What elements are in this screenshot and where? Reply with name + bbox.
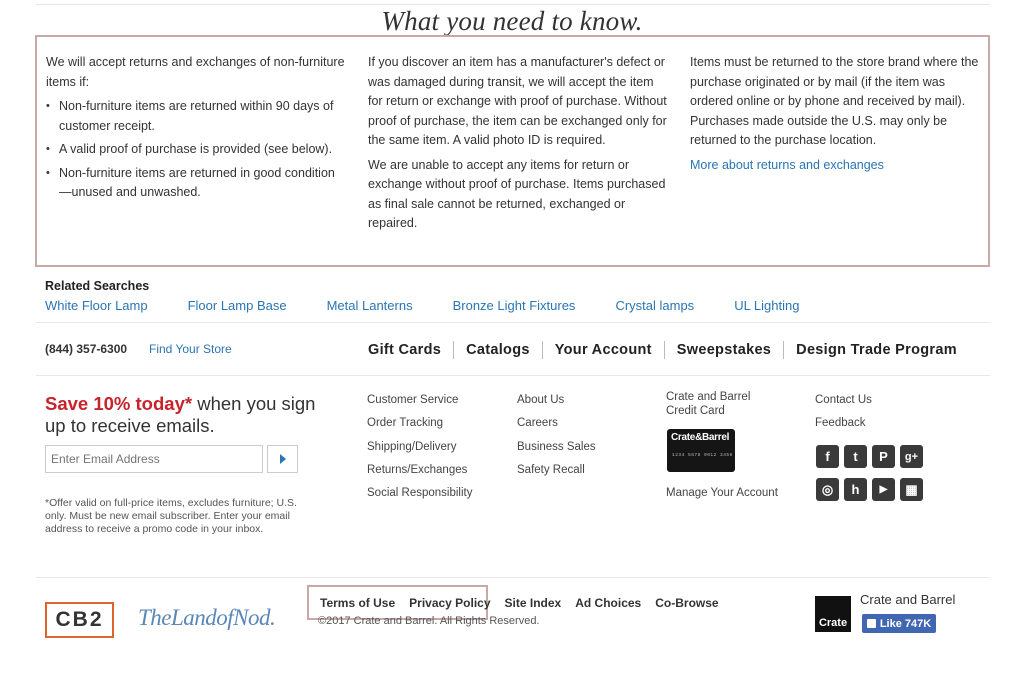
offer-disclaimer: *Offer valid on full-price items, excludes furniture; U.S. only. Must be new email subscriber. Enter your email address to receive a promo code in your inbox.	[45, 497, 297, 535]
credit-card-image[interactable]	[667, 429, 735, 472]
pinterest-icon[interactable]: P	[872, 445, 895, 468]
thumbs-up-icon	[867, 619, 876, 628]
manage-account-link[interactable]: Manage Your Account	[666, 487, 778, 499]
find-your-store-link[interactable]: Find Your Store	[149, 342, 232, 356]
ad-choices-link[interactable]: Ad Choices	[575, 596, 642, 610]
related-link-white-floor-lamp[interactable]: White Floor Lamp	[45, 298, 148, 313]
top-divider	[36, 4, 990, 5]
email-signup-headline	[45, 393, 325, 437]
customer-service-link[interactable]: Customer Service	[367, 394, 459, 406]
contact-links	[815, 389, 872, 436]
nav-separator	[542, 341, 543, 359]
policy-column-3	[690, 53, 985, 180]
privacy-policy-link[interactable]: Privacy Policy	[409, 596, 491, 610]
sweepstakes-link[interactable]: Sweepstakes	[676, 342, 772, 358]
facebook-like-button[interactable]	[862, 614, 936, 633]
safety-recall-link[interactable]: Safety Recall	[517, 463, 585, 476]
email-submit-button[interactable]	[267, 445, 298, 473]
returns-exchanges-footer-link[interactable]: Returns/Exchanges	[367, 463, 468, 476]
instagram-icon[interactable]: ◎	[816, 478, 839, 501]
related-searches-title: Related Searches	[45, 279, 150, 293]
catalogs-link[interactable]: Catalogs	[466, 342, 530, 358]
credit-card-title-line2[interactable]: Credit Card	[666, 405, 725, 417]
cb2-logo[interactable]: CB2	[45, 602, 114, 638]
land-of-nod-logo[interactable]: TheLandofNod.	[138, 605, 276, 630]
store-brand-policy-text: Items must be returned to the store brand where the purchase originated or by mail (if the item was ordered online or by phone and received by mail). Purchases made outside the U.S. may only be returned to the purchase location.	[690, 55, 979, 147]
credit-card-section	[666, 390, 750, 418]
terms-of-use-link[interactable]: Terms of Use	[320, 596, 396, 610]
returns-exchanges-link[interactable]: More about returns and exchanges	[690, 157, 884, 172]
list-item: • Non-furniture items are returned within 90 days of customer receipt.	[46, 97, 346, 136]
business-sales-link[interactable]: Business Sales	[517, 440, 596, 453]
related-searches-links	[45, 298, 839, 313]
nav-separator	[664, 341, 665, 359]
careers-link[interactable]: Careers	[517, 417, 558, 430]
twitter-icon[interactable]: t	[844, 445, 867, 468]
email-field[interactable]	[45, 445, 263, 473]
nav-separator	[783, 341, 784, 359]
proof-policy-text: We are unable to accept any items for return or exchange without proof of purchase. Items purchased as final sale cannot be returned, exchanged or repaired.	[368, 157, 666, 230]
phone-number[interactable]: (844) 357-6300	[45, 342, 128, 356]
list-item: • A valid proof of purchase is provided (see below).	[46, 140, 346, 160]
about-us-link[interactable]: About Us	[517, 394, 565, 406]
policy-intro: We will accept returns and exchanges of non-furniture items if:	[46, 55, 345, 89]
gift-cards-link[interactable]: Gift Cards	[368, 342, 442, 358]
customer-service-links	[367, 389, 472, 505]
footer-primary-nav	[368, 341, 957, 359]
google-plus-icon[interactable]: g+	[900, 445, 923, 468]
related-link-floor-lamp-base[interactable]: Floor Lamp Base	[187, 298, 287, 313]
save-offer-highlight: Save 10% today*	[45, 393, 193, 414]
return-policy-box	[35, 35, 990, 267]
nav-separator	[453, 341, 454, 359]
copyright-text: ©2017 Crate and Barrel. All Rights Reserved.	[318, 615, 540, 627]
youtube-icon[interactable]: ▶	[872, 478, 895, 501]
policy-conditions-list	[46, 97, 346, 203]
grid-icon[interactable]: ▦	[900, 478, 923, 501]
arrow-right-icon	[280, 454, 286, 464]
divider	[36, 375, 990, 376]
list-item: • Non-furniture items are returned in good condition—unused and unwashed.	[46, 164, 346, 203]
divider	[36, 577, 990, 578]
save-offer-text: when you sign up to receive emails.	[45, 393, 316, 436]
like-count: Like 747K	[879, 617, 932, 630]
credit-card-number: 1234 5678 9012 3456	[672, 453, 733, 458]
feedback-link[interactable]: Feedback	[815, 417, 866, 430]
your-account-link[interactable]: Your Account	[554, 342, 652, 358]
co-browse-link[interactable]: Co-Browse	[655, 596, 719, 610]
company-links	[517, 389, 596, 482]
related-link-bronze-light-fixtures[interactable]: Bronze Light Fixtures	[452, 298, 576, 313]
crate-and-barrel-name: Crate and Barrel	[860, 592, 956, 607]
defect-policy-text: If you discover an item has a manufacturer's defect or was damaged during transit, we will accept the item for return or exchange with proof of purchase. Without proof of purchase, the item can be exchanged only for the same item. A valid photo ID is required.	[368, 55, 667, 147]
order-tracking-link[interactable]: Order Tracking	[367, 417, 444, 430]
shipping-delivery-link[interactable]: Shipping/Delivery	[367, 440, 457, 453]
contact-us-link[interactable]: Contact Us	[815, 394, 872, 406]
credit-card-title-line1[interactable]: Crate and Barrel	[666, 391, 751, 403]
section-heading: What you need to know.	[381, 6, 643, 36]
social-responsibility-link[interactable]: Social Responsibility	[367, 487, 473, 500]
design-trade-program-link[interactable]: Design Trade Program	[796, 342, 957, 358]
related-link-crystal-lamps[interactable]: Crystal lamps	[615, 298, 695, 313]
policy-column-1	[46, 53, 346, 207]
site-index-link[interactable]: Site Index	[504, 596, 562, 610]
houzz-icon[interactable]: h	[844, 478, 867, 501]
credit-card-brand: Crate&Barrel	[671, 432, 730, 443]
related-link-ul-lighting[interactable]: UL Lighting	[734, 298, 800, 313]
divider	[36, 322, 990, 323]
related-link-metal-lanterns[interactable]: Metal Lanterns	[326, 298, 413, 313]
policy-column-2	[368, 53, 668, 239]
facebook-icon[interactable]: f	[816, 445, 839, 468]
legal-links	[320, 596, 733, 610]
crate-and-barrel-logo[interactable]: Crate	[815, 596, 851, 632]
